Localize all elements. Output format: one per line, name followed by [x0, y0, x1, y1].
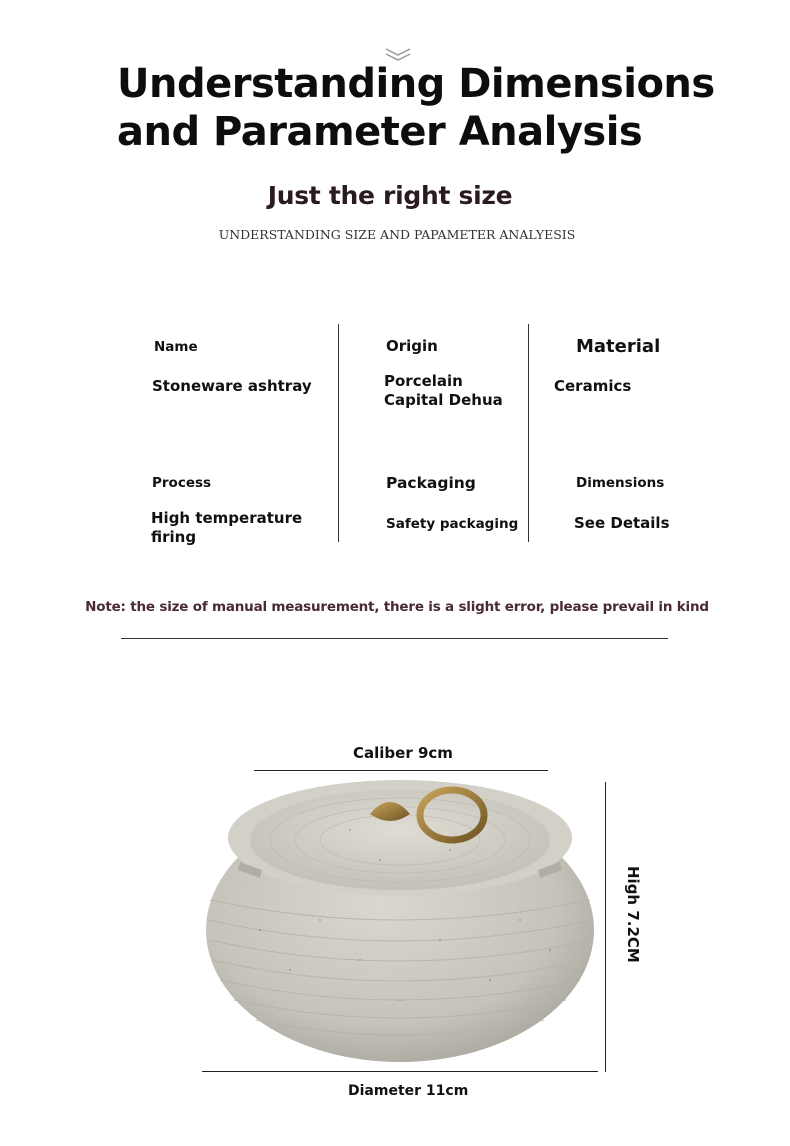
height-label: High 7.2CM: [624, 866, 642, 963]
origin-value: [384, 372, 503, 410]
height-line: [605, 782, 606, 1072]
section-caption: UNDERSTANDING SIZE AND PAPAMETER ANALYESIS: [218, 227, 576, 242]
ceramic-ashtray-image: [200, 770, 600, 1070]
material-value: Ceramics: [554, 377, 632, 395]
title-line-1: Understanding Dimensions: [117, 61, 715, 107]
dimensions-value: See Details: [574, 514, 670, 532]
title-line-2: and Parameter Analysis: [117, 109, 643, 155]
origin-label: Origin: [386, 337, 438, 355]
process-value-line-1: High temperature: [151, 509, 303, 527]
column-divider: [338, 324, 339, 542]
packaging-label: Packaging: [386, 474, 476, 492]
divider: [121, 638, 668, 639]
name-value: Stoneware ashtray: [152, 377, 312, 395]
process-label: Process: [152, 475, 212, 491]
origin-value-line-2: Capital Dehua: [384, 391, 503, 409]
process-value: [151, 509, 302, 547]
diameter-line: [202, 1071, 598, 1072]
diameter-label: Diameter 11cm: [348, 1083, 469, 1099]
page-title: [117, 60, 717, 156]
material-label: Material: [576, 336, 661, 357]
caliber-label: Caliber 9cm: [353, 744, 453, 762]
name-label: Name: [154, 339, 198, 355]
packaging-value: Safety packaging: [386, 516, 519, 532]
origin-value-line-1: Porcelain: [384, 372, 463, 390]
column-divider: [528, 324, 529, 542]
subtitle: Just the right size: [267, 181, 513, 210]
dimensions-label: Dimensions: [576, 475, 665, 491]
measurement-note: Note: the size of manual measurement, there is a slight error, please prevail in kind: [85, 599, 709, 615]
process-value-line-2: firing: [151, 528, 197, 546]
